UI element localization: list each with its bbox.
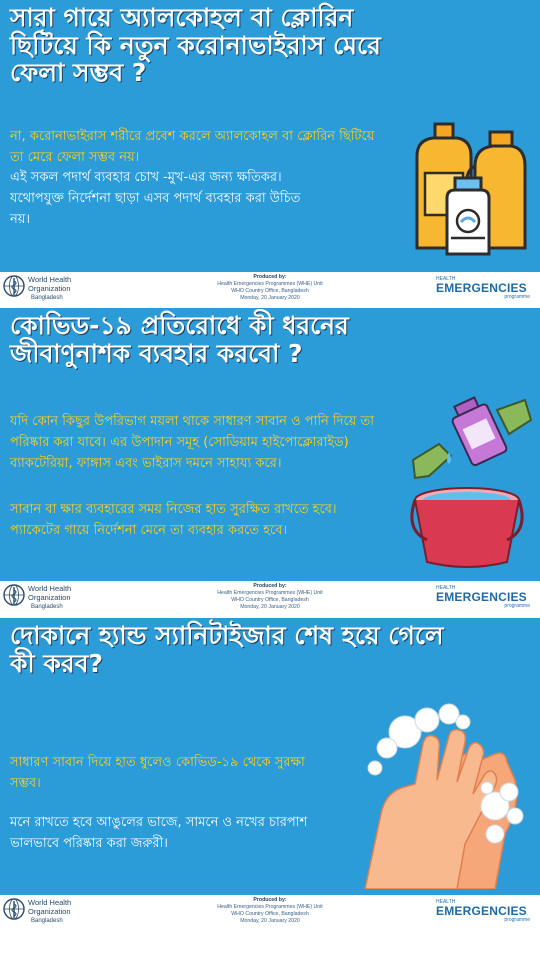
panel-background (0, 0, 540, 272)
produced-office: WHO Country Office, Bangladesh (231, 288, 309, 294)
he-bottom-text: programme (504, 603, 530, 609)
panel-footer (0, 272, 540, 305)
panel-answer-text: সাধারণ সাবান দিয়ে হাত ধুলেও কোভিড-১৯ থেকে সুরক্ষা সম্ভব। (10, 755, 305, 791)
health-emergencies-logo (436, 276, 536, 300)
cleaning-bottles-icon (405, 118, 530, 258)
produced-by-block (190, 583, 350, 611)
who-country: Bangladesh (31, 604, 63, 610)
who-emblem-icon (3, 584, 25, 606)
who-logo (3, 275, 93, 305)
infographic-panel-2 (0, 308, 540, 614)
produced-date: Monday, 20 January 2020 (240, 918, 300, 924)
health-emergencies-logo (436, 585, 536, 609)
he-bottom-text: programme (504, 294, 530, 300)
panel-title: কোভিড-১৯ প্রতিরোধে কী ধরনের জীবাণুনাশক ব্যবহার করবো ? (10, 311, 349, 368)
he-top-text: HEALTH (436, 899, 456, 905)
he-mid-text: EMERGENCIES (436, 590, 527, 604)
who-country: Bangladesh (31, 295, 63, 301)
panel-title: সারা গায়ে অ্যালকোহল বা ক্লোরিন ছিটিয়ে কি নতুন করোনাভাইরাস মেরে ফেলা সম্ভব ? (10, 3, 381, 87)
who-name: World Health Organization (28, 584, 72, 602)
produced-by-label: Produced by: (253, 897, 287, 903)
produced-unit: Health Emergencies Programmes (WHE) Unit (217, 590, 323, 596)
panel-footer (0, 895, 540, 928)
who-logo (3, 898, 93, 928)
panel-answer-text: না, করোনাভাইরাস শরীরে প্রবেশ করলে অ্যালকোহল বা ক্লোরিন ছিটিয়ে তা মেরে ফেলা সম্ভব নয়। (10, 129, 375, 165)
produced-by-label: Produced by: (253, 583, 287, 589)
he-mid-text: EMERGENCIES (436, 904, 527, 918)
who-emblem-icon (3, 275, 25, 297)
he-top-text: HEALTH (436, 276, 456, 282)
produced-office: WHO Country Office, Bangladesh (231, 597, 309, 603)
handwashing-icon (345, 684, 535, 889)
panel-answer-text: যদি কোন কিছুর উপরিভাগ ময়লা থাকে সাধারণ সাবান ও পানি দিয়ে তা পরিষ্কার করা যাবে। এর উপাদান সমূহ (সোডিয়াম হাইপোক্লোরাইড) ব্যাকটেরিয়া, ফাঙ্গাস এবং ভাইরাস দমনে সাহায্য করে। (10, 414, 375, 471)
panel-info-text: সাবান বা ক্ষার ব্যবহারের সময় নিজের হাত সুরক্ষিত রাখতে হবে। প্যাকেটের গায়ে নির্দেশনা মেনে তা ব্যবহার করতে হবে। (10, 502, 337, 538)
produced-date: Monday, 20 January 2020 (240, 295, 300, 301)
who-name: World Health Organization (28, 275, 72, 293)
panel-footer (0, 581, 540, 614)
he-mid-text: EMERGENCIES (436, 281, 527, 295)
produced-by-block (190, 274, 350, 302)
produced-by-label: Produced by: (253, 274, 287, 280)
produced-office: WHO Country Office, Bangladesh (231, 911, 309, 917)
infographic-panel-1 (0, 0, 540, 305)
produced-unit: Health Emergencies Programmes (WHE) Unit (217, 904, 323, 910)
panel-info-text: এই সকল পদার্থ ব্যবহার চোখ -মুখ-এর জন্য ক্ষতিকর। যথোপযুক্ত নির্দেশনা ছাড়া এসব পদার্থ ব্যবহার করা উচিত নয়। (10, 170, 301, 227)
produced-by-block (190, 897, 350, 925)
who-logo (3, 584, 93, 614)
who-name: World Health Organization (28, 898, 72, 916)
panel-title: দোকানে হ্যান্ড স্যানিটাইজার শেষ হয়ে গেলে কী করব? (10, 621, 444, 678)
infographic-panel-3 (0, 618, 540, 928)
bleach-bucket-icon (405, 390, 535, 570)
panel-background (0, 308, 540, 581)
he-top-text: HEALTH (436, 585, 456, 591)
health-emergencies-logo (436, 899, 536, 923)
he-bottom-text: programme (504, 917, 530, 923)
produced-unit: Health Emergencies Programmes (WHE) Unit (217, 281, 323, 287)
produced-date: Monday, 20 January 2020 (240, 604, 300, 610)
who-emblem-icon (3, 898, 25, 920)
who-country: Bangladesh (31, 918, 63, 924)
panel-info-text: মনে রাখতে হবে আঙুলের ভাজে, সামনে ও নখের চারপাশ ভালভাবে পরিষ্কার করা জরুরী। (10, 815, 308, 851)
panel-background (0, 618, 540, 895)
